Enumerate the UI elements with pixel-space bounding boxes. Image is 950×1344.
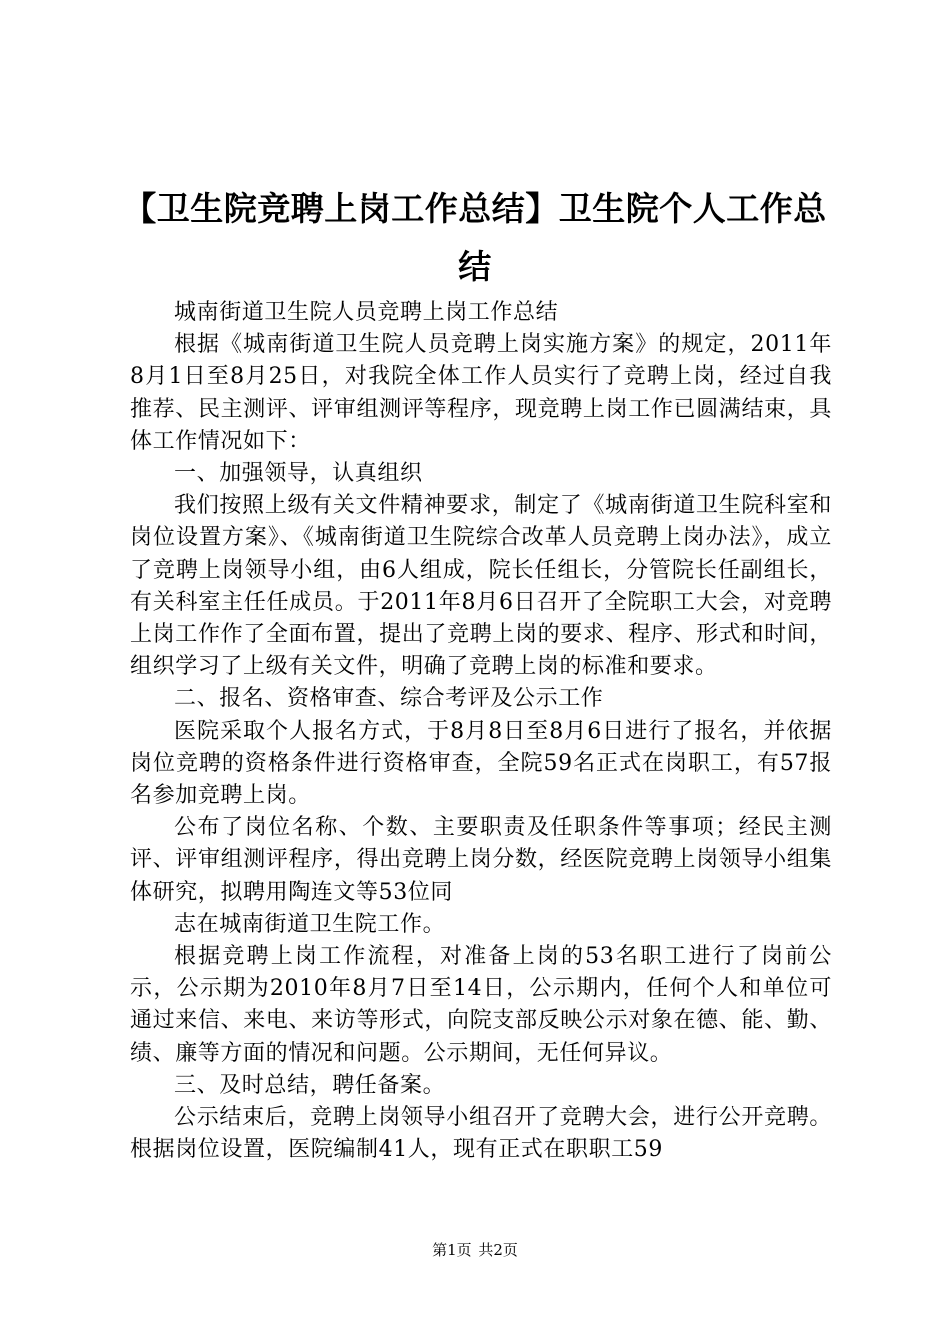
- document-body: [130, 297, 832, 1166]
- section-heading-2: 二、报名、资格审查、综合考评及公示工作: [174, 686, 604, 712]
- document-title: 【卫生院竞聘上岗工作总结】卫生院个人工作总结: [123, 189, 827, 286]
- paragraph-intro: 根据《城南街道卫生院人员竞聘上岗实施方案》的规定，2011年8月1日至8月25日，对我院全体工作人员实行了竞聘上岗，经过自我推荐、民主测评、评审组测评等程序，现竞聘上岗工作已圆满结束，具体工作情况如下：: [130, 332, 832, 454]
- paragraph-publicity: 根据竞聘上岗工作流程，对准备上岗的53名职工进行了岗前公示，公示期为2010年8月7日至14日，公示期内，任何个人和单位可通过来信、来电、来访等形式，向院支部反映公示对象在德、能、勤、绩、廉等方面的情况和问题。公示期间，无任何异议。: [130, 944, 832, 1066]
- page-number-footer: 第1页 共2页: [432, 1241, 518, 1259]
- paragraph-section-1: 我们按照上级有关文件精神要求，制定了《城南街道卫生院科室和岗位设置方案》、《城南街道卫生院综合改革人员竞聘上岗办法》，成立了竞聘上岗领导小组，由6人组成，院长任组长，分管院长任副组长，有关科室主任任成员。于2011年8月6日召开了全院职工大会，对竞聘上岗工作作了全面布置，提出了竞聘上岗的要求、程序、形式和时间，组织学习了上级有关文件，明确了竞聘上岗的标准和要求。: [130, 493, 832, 680]
- paragraph-subtitle: 城南街道卫生院人员竞聘上岗工作总结: [174, 300, 559, 325]
- paragraph-conclusion: 公示结束后，竞聘上岗领导小组召开了竞聘大会，进行公开竞聘。根据岗位设置，医院编制41人，现有正式在职职工59: [130, 1105, 832, 1163]
- paragraph-announcement-continued: 志在城南街道卫生院工作。: [174, 911, 446, 937]
- paragraph-announcement: 公布了岗位名称、个数、主要职责及任职条件等事项；经民主测评、评审组测评程序，得出竞聘上岗分数，经医院竞聘上岗领导小组集体研究，拟聘用陶连文等53位同: [130, 815, 832, 905]
- section-heading-3: 三、及时总结，聘任备案。: [174, 1072, 446, 1098]
- paragraph-registration: 医院采取个人报名方式，于8月8日至8月6日进行了报名，并依据岗位竞聘的资格条件进行资格审查，全院59名正式在岗职工，有57报名参加竞聘上岗。: [130, 718, 832, 809]
- section-heading-1: 一、加强领导，认真组织: [174, 461, 423, 487]
